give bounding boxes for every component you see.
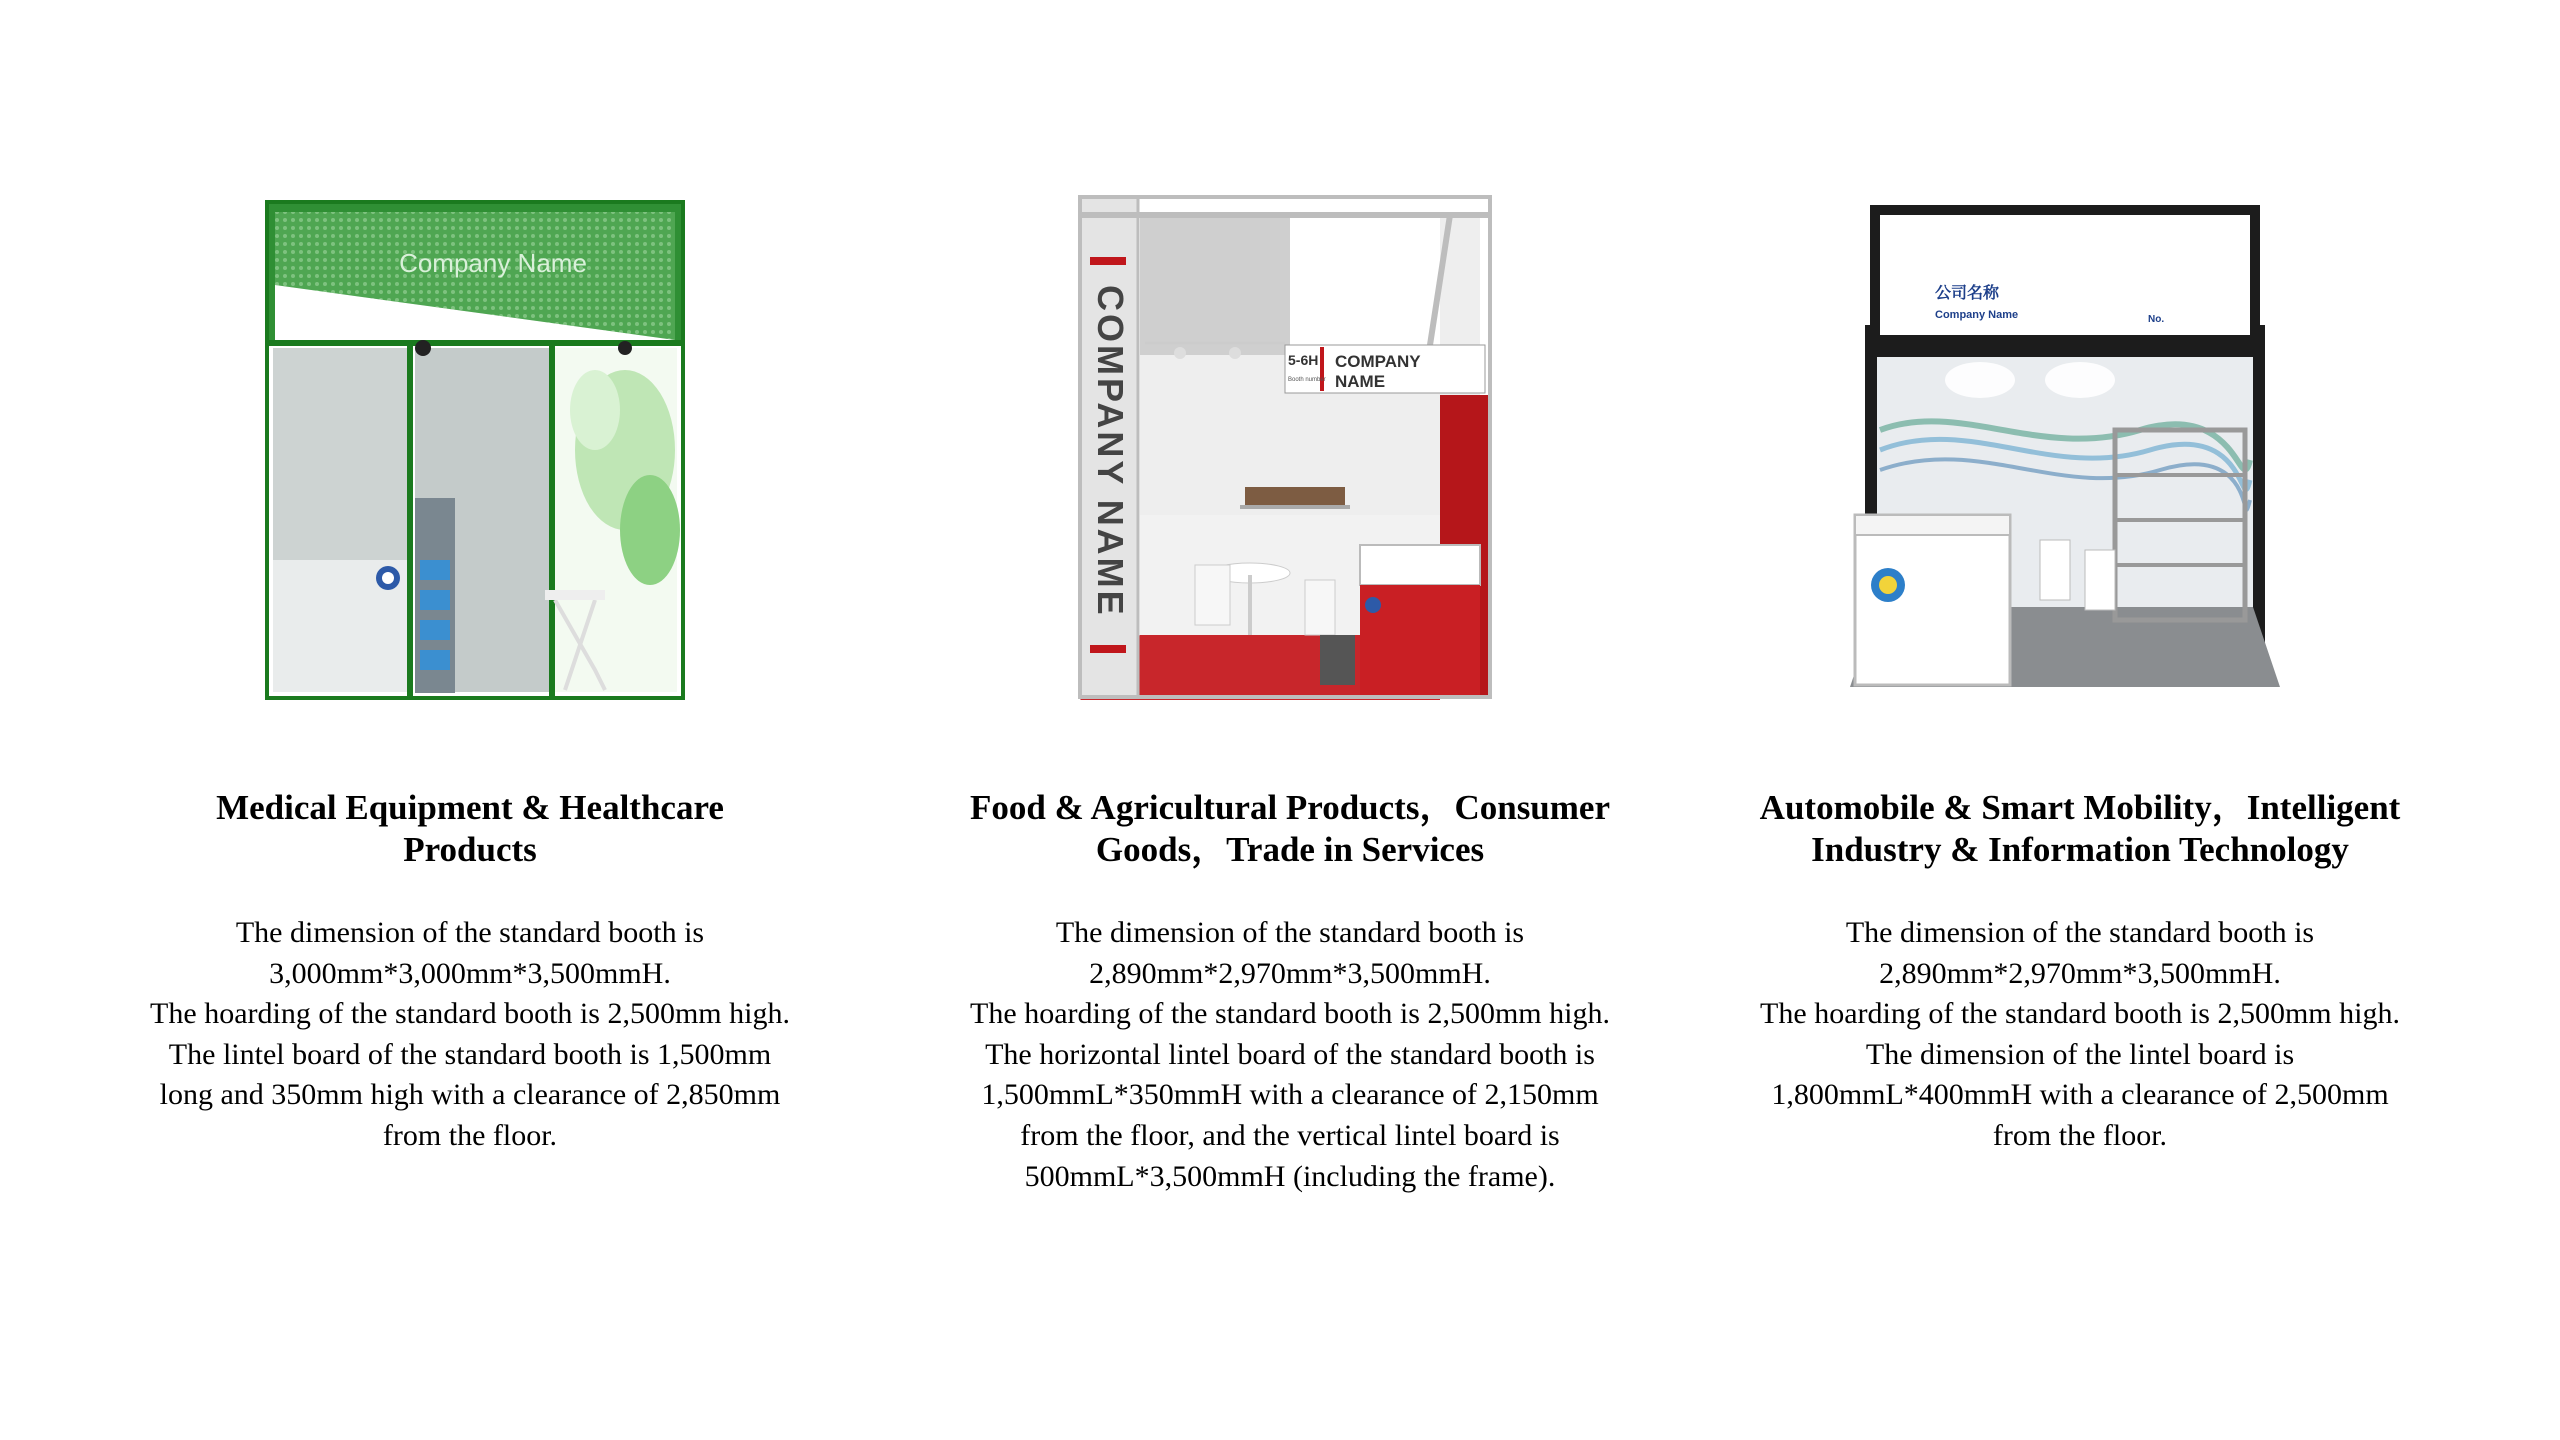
desc-line: The dimension of the lintel board is <box>1865 1037 2295 1071</box>
booth-description-food <box>940 913 1640 1197</box>
image-company-name: Company Name <box>1935 309 2019 321</box>
booth-title-medical: Medical Equipment & Healthcare Products <box>216 788 724 869</box>
desc-line: The hoarding of the standard booth is 2,500mm high. <box>150 997 790 1031</box>
desc-line: 2,890mm*2,970mm*3,500mmH. <box>1089 956 1491 990</box>
desc-line: 3,000mm*3,000mm*3,500mmH. <box>269 956 671 990</box>
desc-line: The dimension of the standard booth is <box>1055 916 1525 949</box>
image-booth-number: 5-6H <box>1288 352 1319 368</box>
desc-line: 1,500mmL*350mmH with a clearance of 2,150mm <box>981 1078 1599 1112</box>
booth-description-automobile <box>1730 913 2430 1157</box>
image-booth-label: Booth number <box>1288 377 1326 383</box>
booth-illustration-red <box>1070 185 1500 700</box>
image-vertical-company-name: COMPANY NAME <box>1090 285 1131 618</box>
desc-line: 500mmL*3,500mmH (including the frame). <box>1024 1159 1556 1193</box>
image-company-name: Company Name <box>399 248 587 278</box>
desc-line: 1,800mmL*400mmH with a clearance of 2,500mm <box>1771 1078 2389 1112</box>
image-no-label: No. <box>2148 314 2165 325</box>
booth-illustration-green <box>265 200 685 700</box>
desc-line: The dimension of the standard booth is <box>235 916 705 949</box>
desc-line: The hoarding of the standard booth is 2,500mm high. <box>1760 997 2400 1031</box>
desc-line: from the floor. <box>382 1118 558 1152</box>
booth-title-automobile: Automobile & Smart Mobility，Intelligent Industry & Information Technology <box>1759 788 2401 869</box>
desc-line: long and 350mm high with a clearance of 2,850mm <box>159 1078 781 1112</box>
desc-line: The lintel board of the standard booth is 1,500mm <box>168 1037 772 1071</box>
booth-title-food: Food & Agricultural Products，Consumer Goods，Trade in Services <box>969 788 1611 869</box>
booth-image-medical <box>265 200 685 700</box>
booth-illustration-dark <box>1840 200 2290 695</box>
desc-line: 2,890mm*2,970mm*3,500mmH. <box>1879 956 2281 990</box>
booth-description-medical <box>120 913 820 1157</box>
desc-line: The horizontal lintel board of the standard booth is <box>985 1037 1595 1071</box>
desc-line: The dimension of the standard booth is <box>1845 916 2315 949</box>
desc-line: from the floor. <box>1992 1118 2168 1152</box>
svg-text:NAME: NAME <box>1335 372 1386 391</box>
booth-image-automobile <box>1840 200 2290 695</box>
booth-image-food <box>1070 185 1500 700</box>
image-cn-company-name: 公司名称 <box>1935 285 2000 302</box>
desc-line: The hoarding of the standard booth is 2,500mm high. <box>970 997 1610 1031</box>
desc-line: from the floor, and the vertical lintel board is <box>1020 1118 1560 1152</box>
image-sign-company-name: COMPANY <box>1335 352 1421 371</box>
